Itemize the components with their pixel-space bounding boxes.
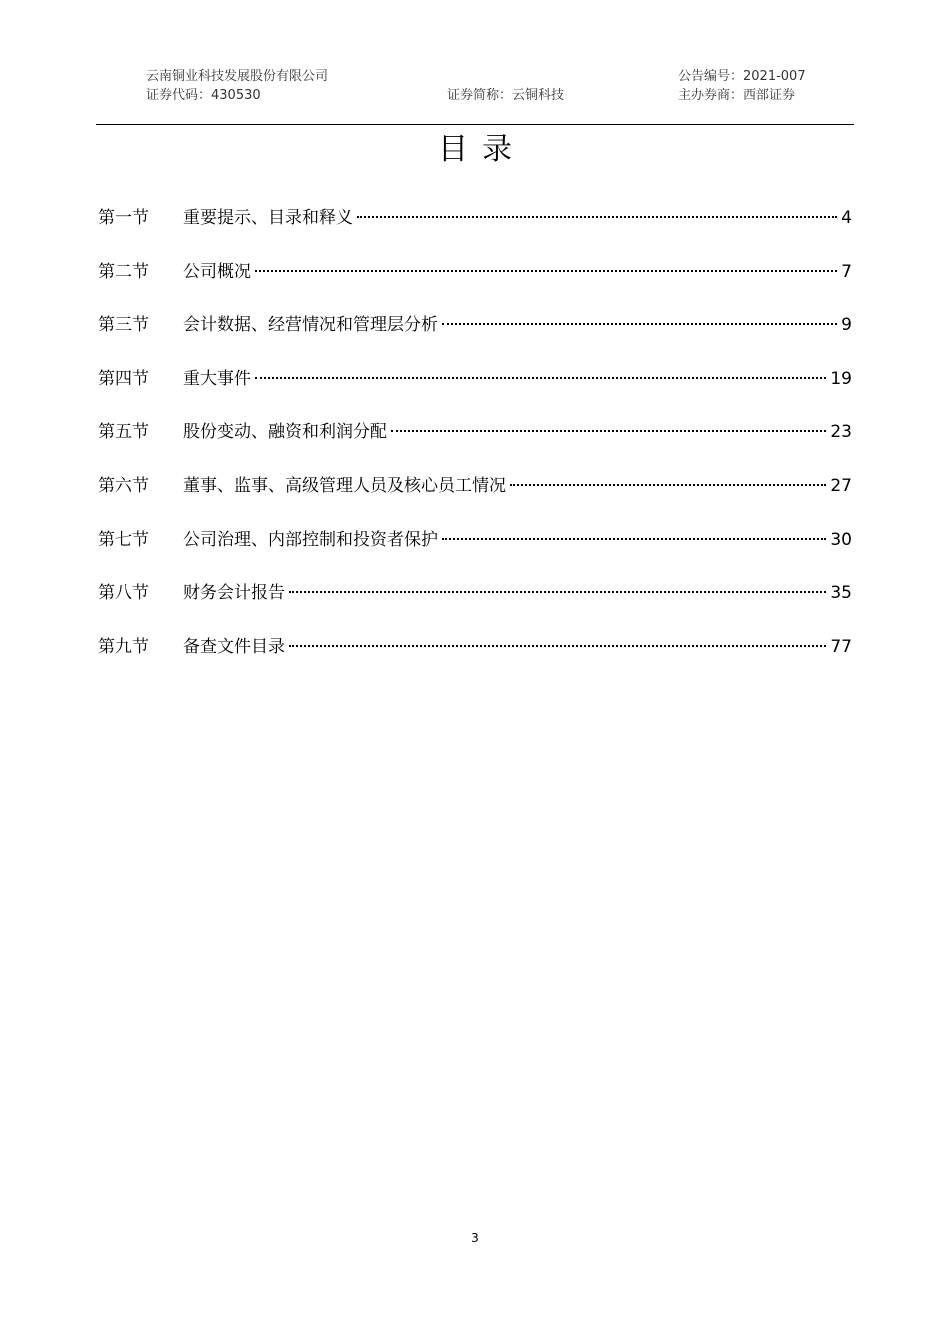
toc-entry-section-5[interactable]	[98, 418, 852, 446]
toc-page-number: 19	[830, 368, 852, 389]
toc-entry-section-1[interactable]	[98, 204, 852, 232]
toc-page-number: 9	[841, 315, 852, 336]
toc-dot-leader	[289, 645, 826, 647]
header-row-2	[0, 86, 950, 106]
toc-dot-leader	[442, 538, 826, 540]
toc-entry-section-3[interactable]	[98, 311, 852, 339]
toc-page-number: 30	[830, 529, 852, 550]
toc-section-number: 第五节	[98, 422, 149, 443]
toc-entry-section-4[interactable]	[98, 365, 852, 393]
toc-section-number: 第八节	[98, 583, 149, 604]
toc-entry-section-2[interactable]	[98, 258, 852, 286]
page-title: 目录	[438, 132, 526, 167]
toc-page-number: 7	[841, 261, 852, 282]
toc-dot-leader	[357, 216, 837, 218]
toc-dot-leader	[442, 323, 837, 325]
toc-entry-section-9[interactable]	[98, 633, 852, 661]
toc-section-number: 第四节	[98, 368, 149, 389]
toc-section-title: 重要提示、目录和释义	[183, 208, 353, 228]
toc-section-title: 公司概况	[183, 261, 251, 282]
stock-short-name: 证券简称：云铜科技	[447, 88, 565, 103]
toc-dot-leader	[510, 484, 826, 486]
toc-section-title: 会计数据、经营情况和管理层分析	[183, 315, 438, 336]
toc-section-number: 第一节	[98, 208, 149, 228]
toc-section-title: 股份变动、融资和利润分配	[183, 422, 387, 443]
toc-dot-leader	[255, 377, 826, 379]
toc-page-number: 77	[830, 636, 852, 657]
company-name: 云南铜业科技发展股份有限公司	[146, 69, 329, 84]
toc-section-number: 第九节	[98, 636, 149, 657]
toc-page-number: 35	[830, 583, 852, 604]
toc-section-number: 第二节	[98, 261, 149, 282]
announcement-number: 公告编号：2021-007	[678, 69, 806, 84]
header-divider	[96, 124, 854, 125]
toc-page-number: 4	[841, 208, 852, 228]
toc-entry-section-8[interactable]	[98, 579, 852, 607]
toc-dot-leader	[255, 270, 837, 272]
toc-section-number: 第三节	[98, 315, 149, 336]
sponsor-broker: 主办券商：西部证券	[678, 88, 796, 103]
toc-dot-leader	[289, 591, 826, 593]
stock-code: 证券代码：430530	[146, 88, 261, 103]
toc-section-number: 第七节	[98, 529, 149, 550]
toc-entry-section-7[interactable]	[98, 526, 852, 554]
toc-entry-section-6[interactable]	[98, 472, 852, 500]
toc-section-title: 财务会计报告	[183, 583, 285, 604]
toc-section-title: 重大事件	[183, 368, 251, 389]
toc-section-number: 第六节	[98, 475, 149, 496]
toc-section-title: 董事、监事、高级管理人员及核心员工情况	[183, 475, 506, 496]
toc-page-number: 23	[830, 422, 852, 443]
toc-dot-leader	[391, 430, 826, 432]
footer-page-number: 3	[471, 1231, 479, 1245]
header-row-1	[0, 67, 950, 87]
toc-page-number: 27	[830, 475, 852, 496]
toc-section-title: 备查文件目录	[183, 636, 285, 657]
table-of-contents	[98, 204, 852, 686]
toc-section-title: 公司治理、内部控制和投资者保护	[183, 529, 438, 550]
